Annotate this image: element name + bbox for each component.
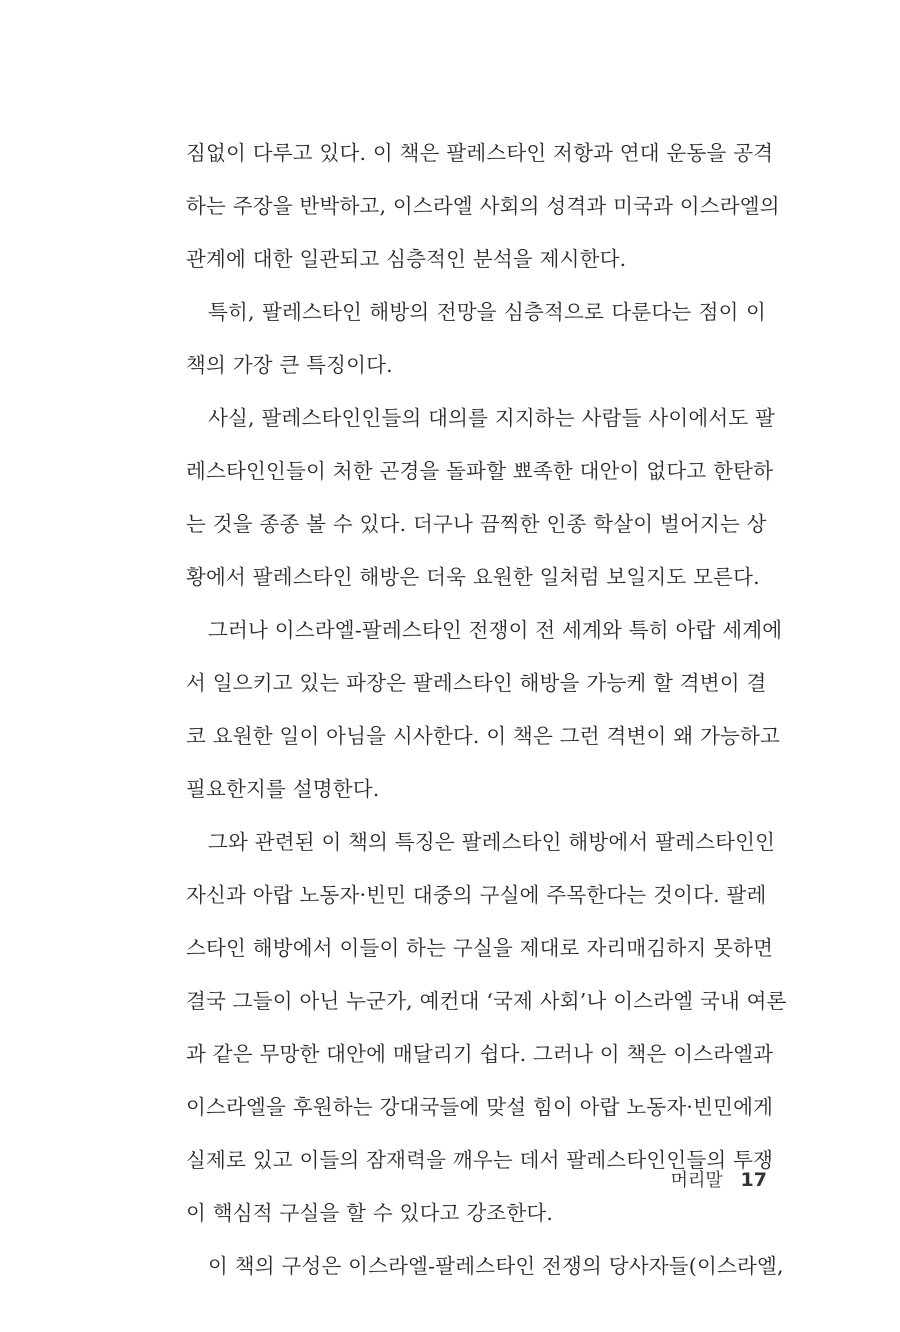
text-line: 자신과 아랍 노동자·빈민 대중의 구실에 주목한다는 것이다. 팔레: [186, 883, 767, 907]
text-line: 실제로 있고 이들의 잠재력을 깨우는 데서 팔레스타인인들의 투쟁: [186, 1148, 774, 1172]
text-line: 과 같은 무망한 대안에 매달리기 쉽다. 그러나 이 책은 이스라엘과: [186, 1042, 774, 1066]
text-line: 황에서 팔레스타인 해방은 더욱 요원한 일처럼 보일지도 모른다.: [186, 565, 760, 589]
text-line: 결국 그들이 아닌 누군가, 예컨대 ‘국제 사회’나 이스라엘 국내 여론: [186, 989, 787, 1013]
text-line: 하는 주장을 반박하고, 이스라엘 사회의 성격과 미국과 이스라엘의: [186, 194, 780, 218]
text-line: 코 요원한 일이 아님을 시사한다. 이 책은 그런 격변이 왜 가능하고: [186, 724, 780, 748]
text-line: 스타인 해방에서 이들이 하는 구실을 제대로 자리매김하지 못하면: [186, 936, 774, 960]
body-text: [186, 134, 787, 1300]
text-line: 이 책의 구성은 이스라엘-팔레스타인 전쟁의 당사자들(이스라엘,: [208, 1254, 784, 1278]
text-line: 는 것을 종종 볼 수 있다. 더구나 끔찍한 인종 학살이 벌어지는 상: [186, 512, 767, 536]
text-line: 특히, 팔레스타인 해방의 전망을 심층적으로 다룬다는 점이 이: [208, 300, 766, 324]
running-section-title: 머리말: [670, 1170, 723, 1191]
text-line: 필요한지를 설명한다.: [186, 777, 380, 801]
text-line: 그러나 이스라엘-팔레스타인 전쟁이 전 세계와 특히 아랍 세계에: [208, 618, 783, 642]
text-line: 이스라엘을 후원하는 강대국들에 맞설 힘이 아랍 노동자·빈민에게: [186, 1095, 774, 1119]
text-line: 서 일으키고 있는 파장은 팔레스타인 해방을 가능케 할 격변이 결: [186, 671, 767, 695]
text-line: 그와 관련된 이 책의 특징은 팔레스타인 해방에서 팔레스타인인: [208, 830, 776, 854]
page-footer: [671, 1166, 767, 1192]
text-line: 레스타인인들이 처한 곤경을 돌파할 뾰족한 대안이 없다고 한탄하: [186, 459, 774, 483]
page-number: 17: [740, 1169, 767, 1191]
text-line: 사실, 팔레스타인인들의 대의를 지지하는 사람들 사이에서도 팔: [208, 406, 776, 430]
text-line: 이 핵심적 구실을 할 수 있다고 강조한다.: [186, 1201, 554, 1225]
text-line: 짐없이 다루고 있다. 이 책은 팔레스타인 저항과 연대 운동을 공격: [186, 141, 774, 165]
text-line: 책의 가장 큰 특징이다.: [186, 353, 393, 377]
text-line: 관계에 대한 일관되고 심층적인 분석을 제시한다.: [186, 247, 627, 271]
